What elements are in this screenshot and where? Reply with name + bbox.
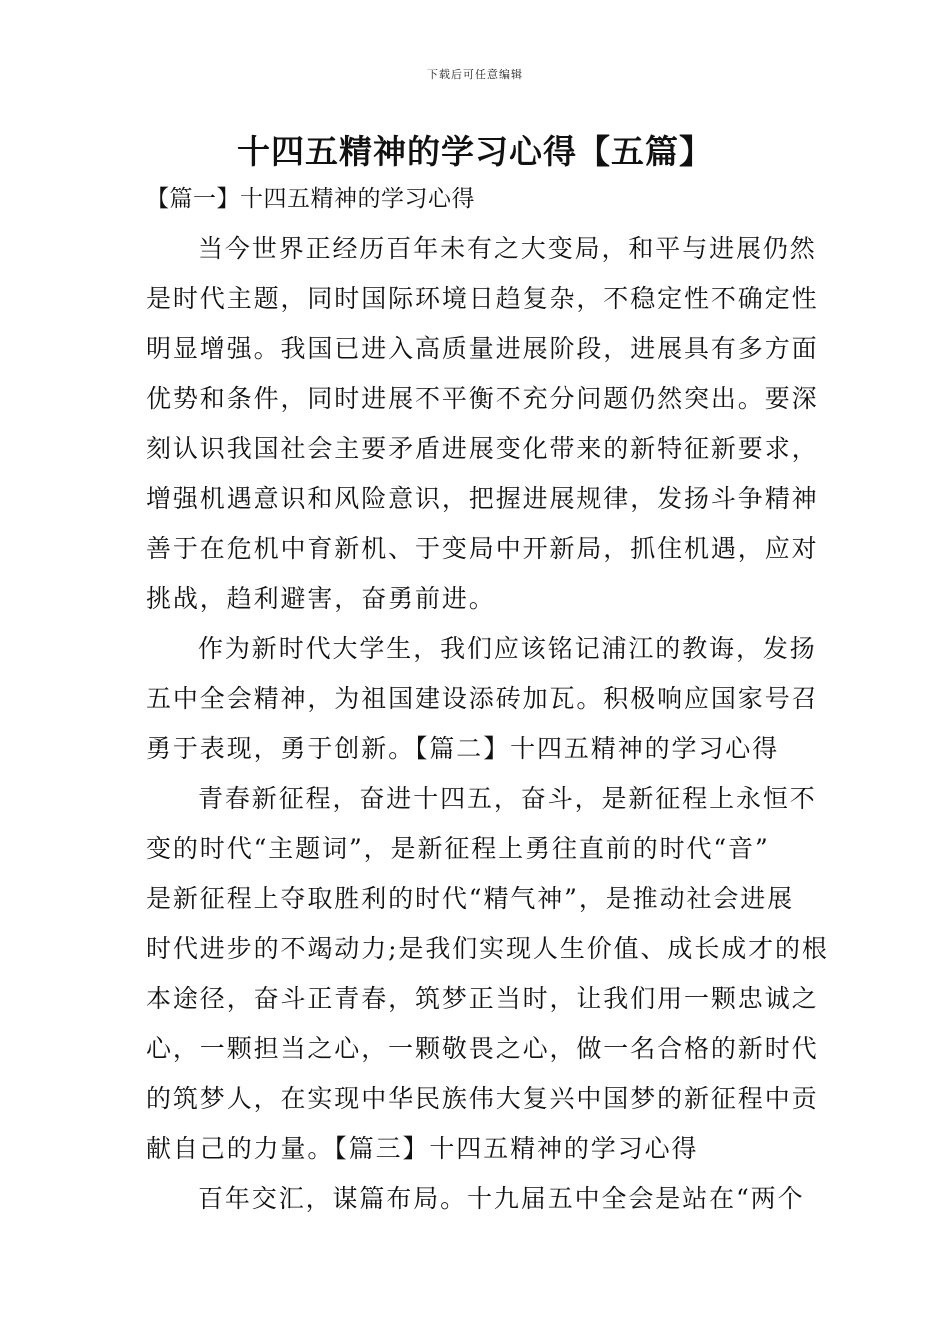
body-line: 刻认识我国社会主要矛盾进展变化带来的新特征新要求，: [146, 434, 819, 463]
section-heading-1: 【篇一】十四五精神的学习心得: [146, 186, 475, 212]
body-line: 挑战，趋利避害，奋勇前进。: [146, 584, 496, 613]
body-line: 心，一颗担当之心，一颗敬畏之心，做一名合格的新时代: [146, 1034, 819, 1063]
body-line: 是新征程上夺取胜利的时代“精气神”，是推动社会进展: [146, 884, 795, 913]
body-line: 本途径，奋斗正青春，筑梦正当时，让我们用一颗忠诚之: [146, 984, 819, 1013]
body-line: 善于在危机中育新机、于变局中开新局，抓住机遇，应对: [146, 534, 819, 563]
body-line: 当今世界正经历百年未有之大变局，和平与进展仍然: [198, 234, 817, 263]
header-note: 下载后可任意编辑: [427, 68, 523, 81]
body-line: 明显增强。我国已进入高质量进展阶段，进展具有多方面: [146, 334, 819, 363]
body-line: 勇于表现，勇于创新。【篇二】十四五精神的学习心得: [146, 734, 780, 763]
body-line: 百年交汇，谋篇布局。十九届五中全会是站在“两个: [198, 1184, 805, 1213]
body-line: 五中全会精神，为祖国建设添砖加瓦。积极响应国家号召: [146, 684, 819, 713]
body-line: 青春新征程，奋进十四五，奋斗，是新征程上永恒不: [198, 784, 817, 813]
body-line: 变的时代“主题词”，是新征程上勇往直前的时代“音”: [146, 834, 770, 863]
body-line: 的筑梦人，在实现中华民族伟大复兴中国梦的新征程中贡: [146, 1084, 819, 1113]
body-line: 时代进步的不竭动力;是我们实现人生价值、成长成才的根: [146, 934, 829, 963]
body-line: 增强机遇意识和风险意识，把握进展规律，发扬斗争精神: [146, 484, 819, 513]
body-line: 献自己的力量。【篇三】十四五精神的学习心得: [146, 1134, 699, 1163]
document-title: 十四五精神的学习心得【五篇】: [237, 132, 713, 171]
body-line: 优势和条件，同时进展不平衡不充分问题仍然突出。要深: [146, 384, 819, 413]
body-line: 作为新时代大学生，我们应该铭记浦江的教诲，发扬: [198, 634, 817, 663]
body-line: 是时代主题，同时国际环境日趋复杂，不稳定性不确定性: [146, 284, 819, 313]
